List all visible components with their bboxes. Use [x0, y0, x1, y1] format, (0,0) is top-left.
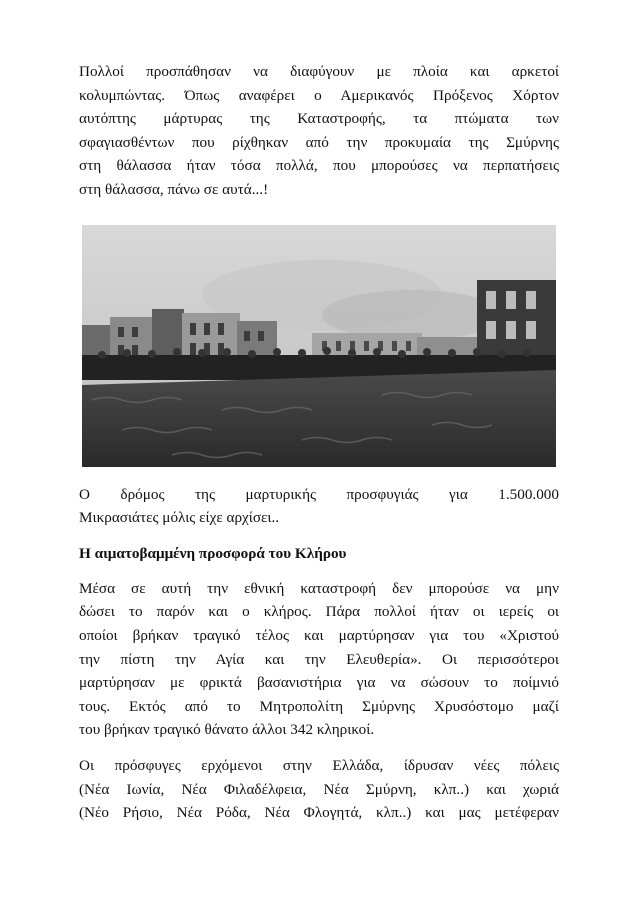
text-line: δώσει το παρόν και ο κλήρος. Πάρα πολλοί ήταν οι ιερείς οι: [79, 603, 559, 621]
text-line: Μέσα σε αυτή την εθνική καταστροφή δεν μπορούσε να μην: [79, 579, 559, 597]
text-line: κολυμπώντας. Όπως αναφέρει ο Αμερικανός Πρόξενος Χόρτον: [79, 86, 559, 104]
section-heading: Η αιματοβαμμένη προσφορά του Κλήρου: [79, 544, 347, 562]
document-page: [79, 60, 559, 825]
text-line: σφαγιασθέντων που ρίχθηκαν από την προκυμαία της Σμύρνης: [79, 133, 559, 151]
smyrna-quay-photo: [82, 225, 556, 467]
text-line: την πίστη την Αγία και την Ελευθερία». Οι περισσότεροι: [79, 650, 559, 668]
text-line: Οι πρόσφυγες ερχόμενοι στην Ελλάδα, ίδρυσαν νέες πόλεις: [79, 756, 559, 774]
text-line: (Νέα Ιωνία, Νέα Φιλαδέλφεια, Νέα Σμύρνη, κλπ..) και χωριά: [79, 780, 559, 798]
caption-line: Ο δρόμος της μαρτυρικής προσφυγιάς για 1.500.000: [79, 485, 559, 503]
text-line: στη θάλασσα, πάνω σε αυτά...!: [79, 180, 269, 198]
paragraph-clergy: [79, 577, 559, 742]
paragraph-smyrna-quay: [79, 60, 559, 202]
paragraph-refugees: [79, 754, 559, 825]
text-line: Πολλοί προσπάθησαν να διαφύγουν με πλοία και αρκετοί: [79, 63, 559, 80]
text-line: τους. Εκτός από το Μητροπολίτη Σμύρνης Χρυσόστομο μαζί: [79, 697, 559, 715]
text-line: του βρήκαν τραγικό θάνατο άλλοι 342 κληρικοί.: [79, 721, 375, 739]
photo-caption: [79, 483, 559, 530]
text-line: (Νέο Ρήσιο, Νέα Ρόδα, Νέα Φλογητά, κλπ..) και μας μετέφεραν: [79, 804, 559, 822]
text-line: οποίοι βρήκαν τραγικό τέλος και μαρτύρησαν για του «Χριστού: [79, 626, 559, 644]
photo-illustration: [82, 225, 556, 467]
text-line: μαρτύρησαν με φρικτά βασανιστήρια για να σώσουν το ποίμνιό: [79, 674, 559, 692]
text-line: στη θάλασσα ήταν τόσα πολλά, που μπορούσες να περπατήσεις: [79, 157, 559, 175]
text-line: αυτόπτης μάρτυρας της Καταστροφής, τα πτώματα των: [79, 110, 559, 128]
caption-line: Μικρασιάτες μόλις είχε αρχίσει..: [79, 509, 280, 527]
